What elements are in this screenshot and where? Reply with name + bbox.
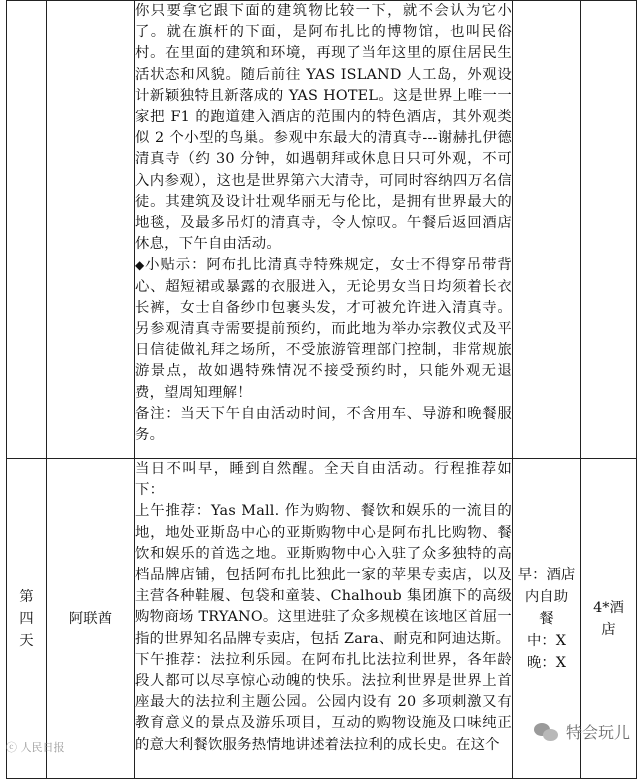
day-char: 四 — [19, 610, 34, 627]
watermark-account-label: 特会玩儿 — [565, 723, 630, 742]
day-cell — [7, 1, 47, 459]
diamond-bullet-icon: ◆ — [135, 258, 146, 273]
meal-line: 晚：X — [526, 654, 567, 671]
watermark-account — [534, 720, 630, 743]
destination-cell — [47, 1, 135, 459]
plan-paragraph: 上午推荐：Yas Mall. 作为购物、餐饮和娱乐的一流目的地，地处亚斯岛中心的亚斯购物中心是阿布扎比购物、餐饮和娱乐的首选之地。亚斯购物中心入驻了众多独特的高档品牌店铺，包括阿布扎比独此一家的苹果专卖店，以及主营各种鞋履、包袋和童装、Chalhoub 集团旗下的高级购物商场 TRYANO。这里进驻了众多规模在该地区首屈一指的世界知名品牌专卖店，包括 Zara、耐克和阿迪达斯。 — [135, 503, 512, 647]
note-paragraph: 备注：当天下午自由活动时间，不含用车、导游和晚餐服务。 — [135, 405, 512, 444]
wechat-icon — [534, 721, 560, 743]
plan-paragraph: 你只要拿它跟下面的建筑物比较一下，就不会认为它小了。就在旗杆的下面，是阿布扎比的博物馆，也叫民俗村。在里面的建筑和环境，再现了当年这里的原住居民生活状态和风貌。随后前往 YAS ISLAND 人工岛，外观设计新颖独特且新落成的 YAS HOTEL。这是世界上唯一一家把 F1 的跑道建入酒店的范围内的特色酒店，其外观类似 2 个小型的鸟巢。参观中东最大的清真寺---谢赫扎伊德清真寺（约 30 分钟，如遇朝拜或休息日只可外观，不可入内参观），这也是世界第六大清寺，可同时容纳四万名信徒。其建筑及设计壮观华丽无与伦比，是拥有世界最大的地毯，及最多吊灯的清真寺，令人惊叹。午餐后返回酒店休息，下午自由活动。 — [135, 3, 512, 253]
hotel-cell — [581, 1, 637, 459]
watermark-source: ⓒ 人民日报 — [6, 741, 65, 754]
destination-cell: 阿联酋 — [47, 459, 135, 779]
itinerary-row-day3-continued — [7, 1, 637, 459]
itinerary-table — [6, 0, 637, 779]
tip-paragraph: ◆小贴示：阿布扎比清真寺特殊规定，女士不得穿吊带背心、超短裙或暴露的衣服进入，无论男女当日均须着长衣长裤，女士自备纱巾包裹头发，才可被允许进入清真寺。另参观清真寺需要提前预约，而此地为举办宗教仪式及平日信徒做礼拜之场所，不受旅游管理部门控制，非常规旅游景点，故如遇特殊情况不接受预约时，只能外观无退费，望周知理解！ — [135, 257, 512, 401]
plan-cell — [135, 459, 513, 779]
plan-paragraph: 当日不叫早，睡到自然醒。全天自由活动。行程推荐如下： — [135, 461, 512, 499]
meal-line: 内自助 — [524, 588, 569, 605]
hotel-line: 4*酒 — [593, 599, 624, 616]
plan-paragraph: 下午推荐：法拉利乐园。在阿布扎比法拉利世界，各年龄段人都可以尽享惊心动魄的快乐。法拉利世界是世界上首座最大的法拉利主题公园。公园内设有 20 多项刺激又有教育意义的景点及游乐项目，互动的购物设施及口味纯正的意大利餐饮服务热情地讲述着法拉利的成长史。在这个 — [135, 651, 512, 753]
meal-line: 餐 — [539, 610, 554, 627]
hotel-line: 店 — [601, 621, 616, 638]
meal-line: 中：X — [526, 632, 567, 649]
day-char: 第 — [19, 588, 34, 605]
day-cell — [7, 459, 47, 779]
plan-cell — [135, 1, 513, 459]
meal-cell — [513, 1, 581, 459]
meal-line: 早：酒店 — [517, 566, 576, 583]
day-char: 天 — [19, 632, 34, 649]
